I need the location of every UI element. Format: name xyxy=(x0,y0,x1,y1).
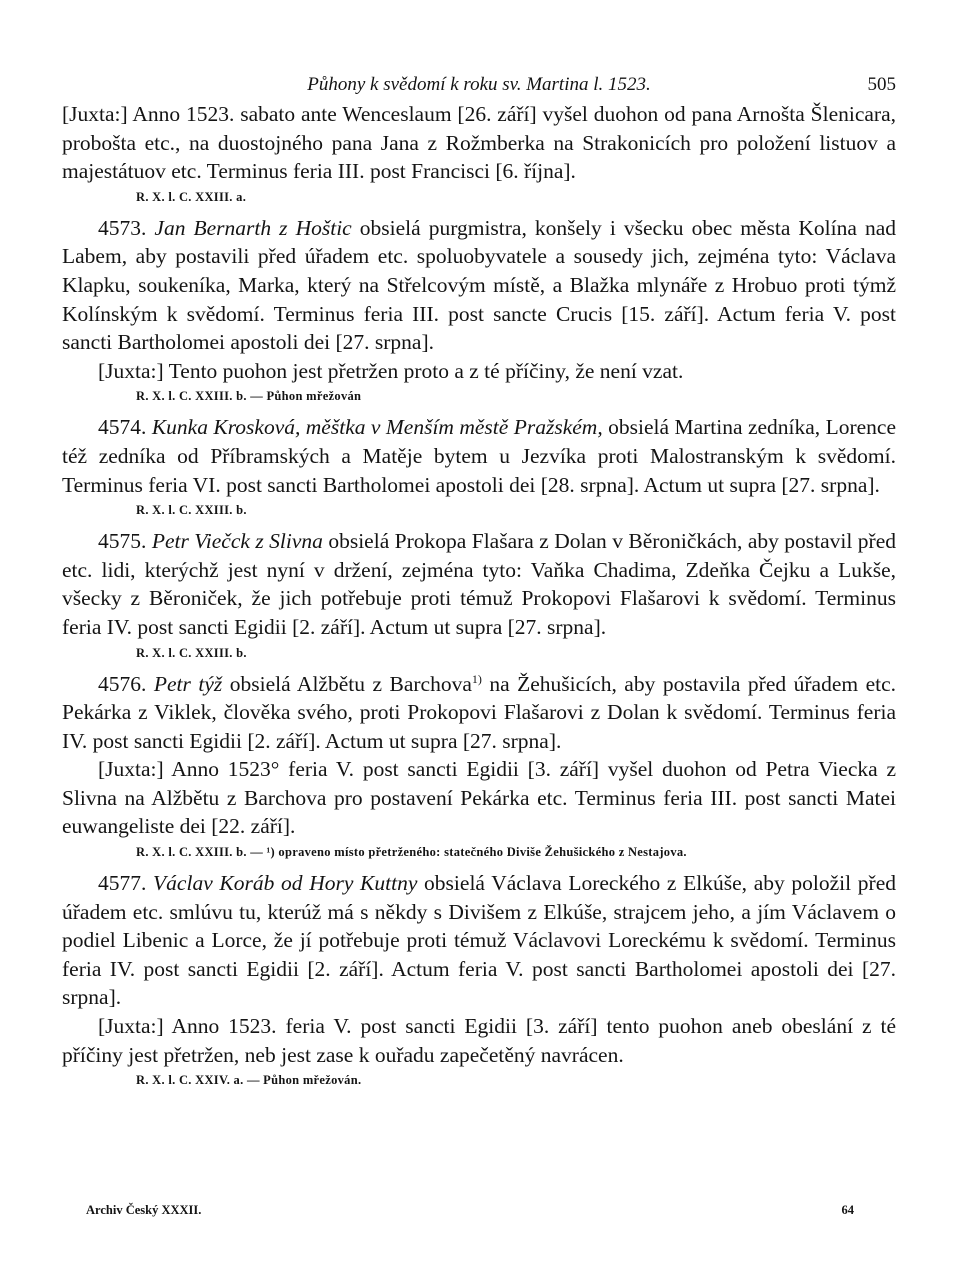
person-name: Petr týž xyxy=(153,671,223,696)
paragraph-text: R. X. l. C. XXIII. b. xyxy=(136,503,247,518)
paragraph-text: na Žehušicích, aby postavila před úřadem etc. Pekárka z Viklek, člověka svého, proti Prokopovi Flašarovi z Dolan k svědomí. Terminus feria IV. post sancti Egidii [2. září]. Actum ut supra [27. srpna]. xyxy=(62,671,897,753)
paragraph-text: 4575. xyxy=(98,529,152,554)
archival-signature xyxy=(62,186,896,208)
entry-paragraph xyxy=(62,100,896,186)
paragraph-text: 4576. xyxy=(98,671,154,696)
entry-paragraph xyxy=(62,214,896,357)
paragraph-text: R. X. l. C. XXIII. a. xyxy=(136,189,247,204)
paragraph-text: [Juxta:] Tento puohon jest přetržen proto a z té příčiny, že není vzat. xyxy=(98,358,684,383)
entry-paragraph xyxy=(62,527,896,641)
paragraph-text: R. X. l. C. XXIII. b. xyxy=(136,645,247,660)
footer-volume-label: Archiv Český XXXII. xyxy=(86,1203,202,1217)
entry-paragraph xyxy=(62,755,896,841)
paragraph-text: obsielá purgmistra, konšely i všecku obec města Kolína nad Labem, aby postavili před úřadem etc. spoluobyvatele a sousedy jich, zejména tyto: Václava Klapku, soukeníka, Marka, který na Střelcovým místě, a Blažka mlynáře z Hrobuo proti týmž Kolínským k svědomí. Terminus feria III. post sancte Crucis [15. září]. Actum feria V. post sancti Bartholomei apostoli dei [27. srpna]. xyxy=(62,215,897,355)
entry-paragraph xyxy=(62,670,896,756)
archival-signature xyxy=(62,841,896,863)
paragraph-text: [Juxta:] Anno 1523. sabato ante Wenceslaum [26. září] vyšel duohon od pana Arnošta Šlenicara, probošta etc., na duostojného pana Jana z Rožmberka na Strakonicích pro položení listuov a majestátuov etc. Terminus feria III. post Francisci [6. října]. xyxy=(62,102,896,184)
page-header xyxy=(62,74,896,102)
paragraph-text: [Juxta:] Anno 1523° feria V. post sancti Egidii [3. září] vyšel duohon od Petra Viecka z Slivna na Alžbětu z Barchova pro postavení Pekárka etc. Terminus feria III. post sancti Matei euwangeliste dei [22. září]. xyxy=(62,757,896,839)
person-name: Václav Koráb od Hory Kuttny xyxy=(153,871,418,896)
archival-signature xyxy=(62,385,896,407)
paragraph-text: obsielá Alžbětu z Barchova xyxy=(222,671,472,696)
footer-signature-number: 64 xyxy=(841,1203,854,1217)
entry-paragraph xyxy=(62,357,896,386)
person-name: Jan Bernarth z Hoštic xyxy=(154,215,352,240)
archival-signature xyxy=(62,1069,896,1091)
running-title: Půhony k svědomí k roku sv. Martina l. 1523. xyxy=(307,74,651,95)
entry-paragraph xyxy=(62,413,896,499)
entry-paragraph xyxy=(62,1012,896,1069)
document-body xyxy=(62,100,896,1097)
person-name: Kunka Krosková, měštka v Menším městě Pražském, xyxy=(151,415,603,440)
paragraph-text: 4574. xyxy=(98,415,152,440)
page-number: 505 xyxy=(867,74,896,95)
archival-signature xyxy=(62,499,896,521)
paragraph-text: obsielá Václava Loreckého z Elkúše, aby položil před úřadem etc. smlúvu tu, kterúž má s někdy s Divišem z Elkúše, strajcem jeho, a jím Václavem o podiel Libenic a Lorce, že jí potřebuje proti témuž Václavovi Loreckému k svědomí. Terminus feria IV. post sancti Egidii [2. září]. Actum feria V. post sancti Bartholomei apostoli dei [27. srpna]. xyxy=(62,871,896,1010)
paragraph-text: R. X. l. C. XXIV. a. — Půhon mřežován. xyxy=(136,1073,362,1088)
paragraph-text: obsielá Martina zedníka, Lorence též zedníka od Příbramských a Matěje bytem u Jezvíka proti Malostranským k svědomí. Terminus feria VI. post sancti Bartholomei apostoli dei [28. srpna]. Actum ut supra [27. srpna]. xyxy=(62,415,897,497)
paragraph-text: R. X. l. C. XXIII. b. — ¹) opraveno místo přetrženého: statečného Diviše Žehušického z Nestajova. xyxy=(136,845,687,860)
page-footer xyxy=(86,1203,854,1223)
person-name: Petr Viečck z Slivna xyxy=(151,529,323,554)
paragraph-text: 4577. xyxy=(98,871,154,896)
paragraph-text: obsielá Prokopa Flašara z Dolan v Běroničkách, aby postavil před etc. lidi, kterýchž jest nyní v držení, zejména tyto: Vaňka Chadima, Zdeňka Čejku a Lukše, všecky z Běroniček, že jich potřebuje proti témuž Prokopovi Flašarovi k svědomí. Terminus feria IV. post sancti Egidii [2. září]. Actum ut supra [27. srpna]. xyxy=(62,529,897,639)
footnote-marker: 1) xyxy=(471,671,482,686)
archival-signature xyxy=(62,642,896,664)
paragraph-text: R. X. l. C. XXIII. b. — Půhon mřežován xyxy=(136,389,362,404)
paragraph-text: [Juxta:] Anno 1523. feria V. post sancti Egidii [3. září] tento puohon aneb obeslání z té příčiny jest přetržen, neb jest zase k ouřadu zapečetěný navrácen. xyxy=(62,1014,896,1067)
entry-paragraph xyxy=(62,869,896,1012)
paragraph-text: 4573. xyxy=(98,215,155,240)
